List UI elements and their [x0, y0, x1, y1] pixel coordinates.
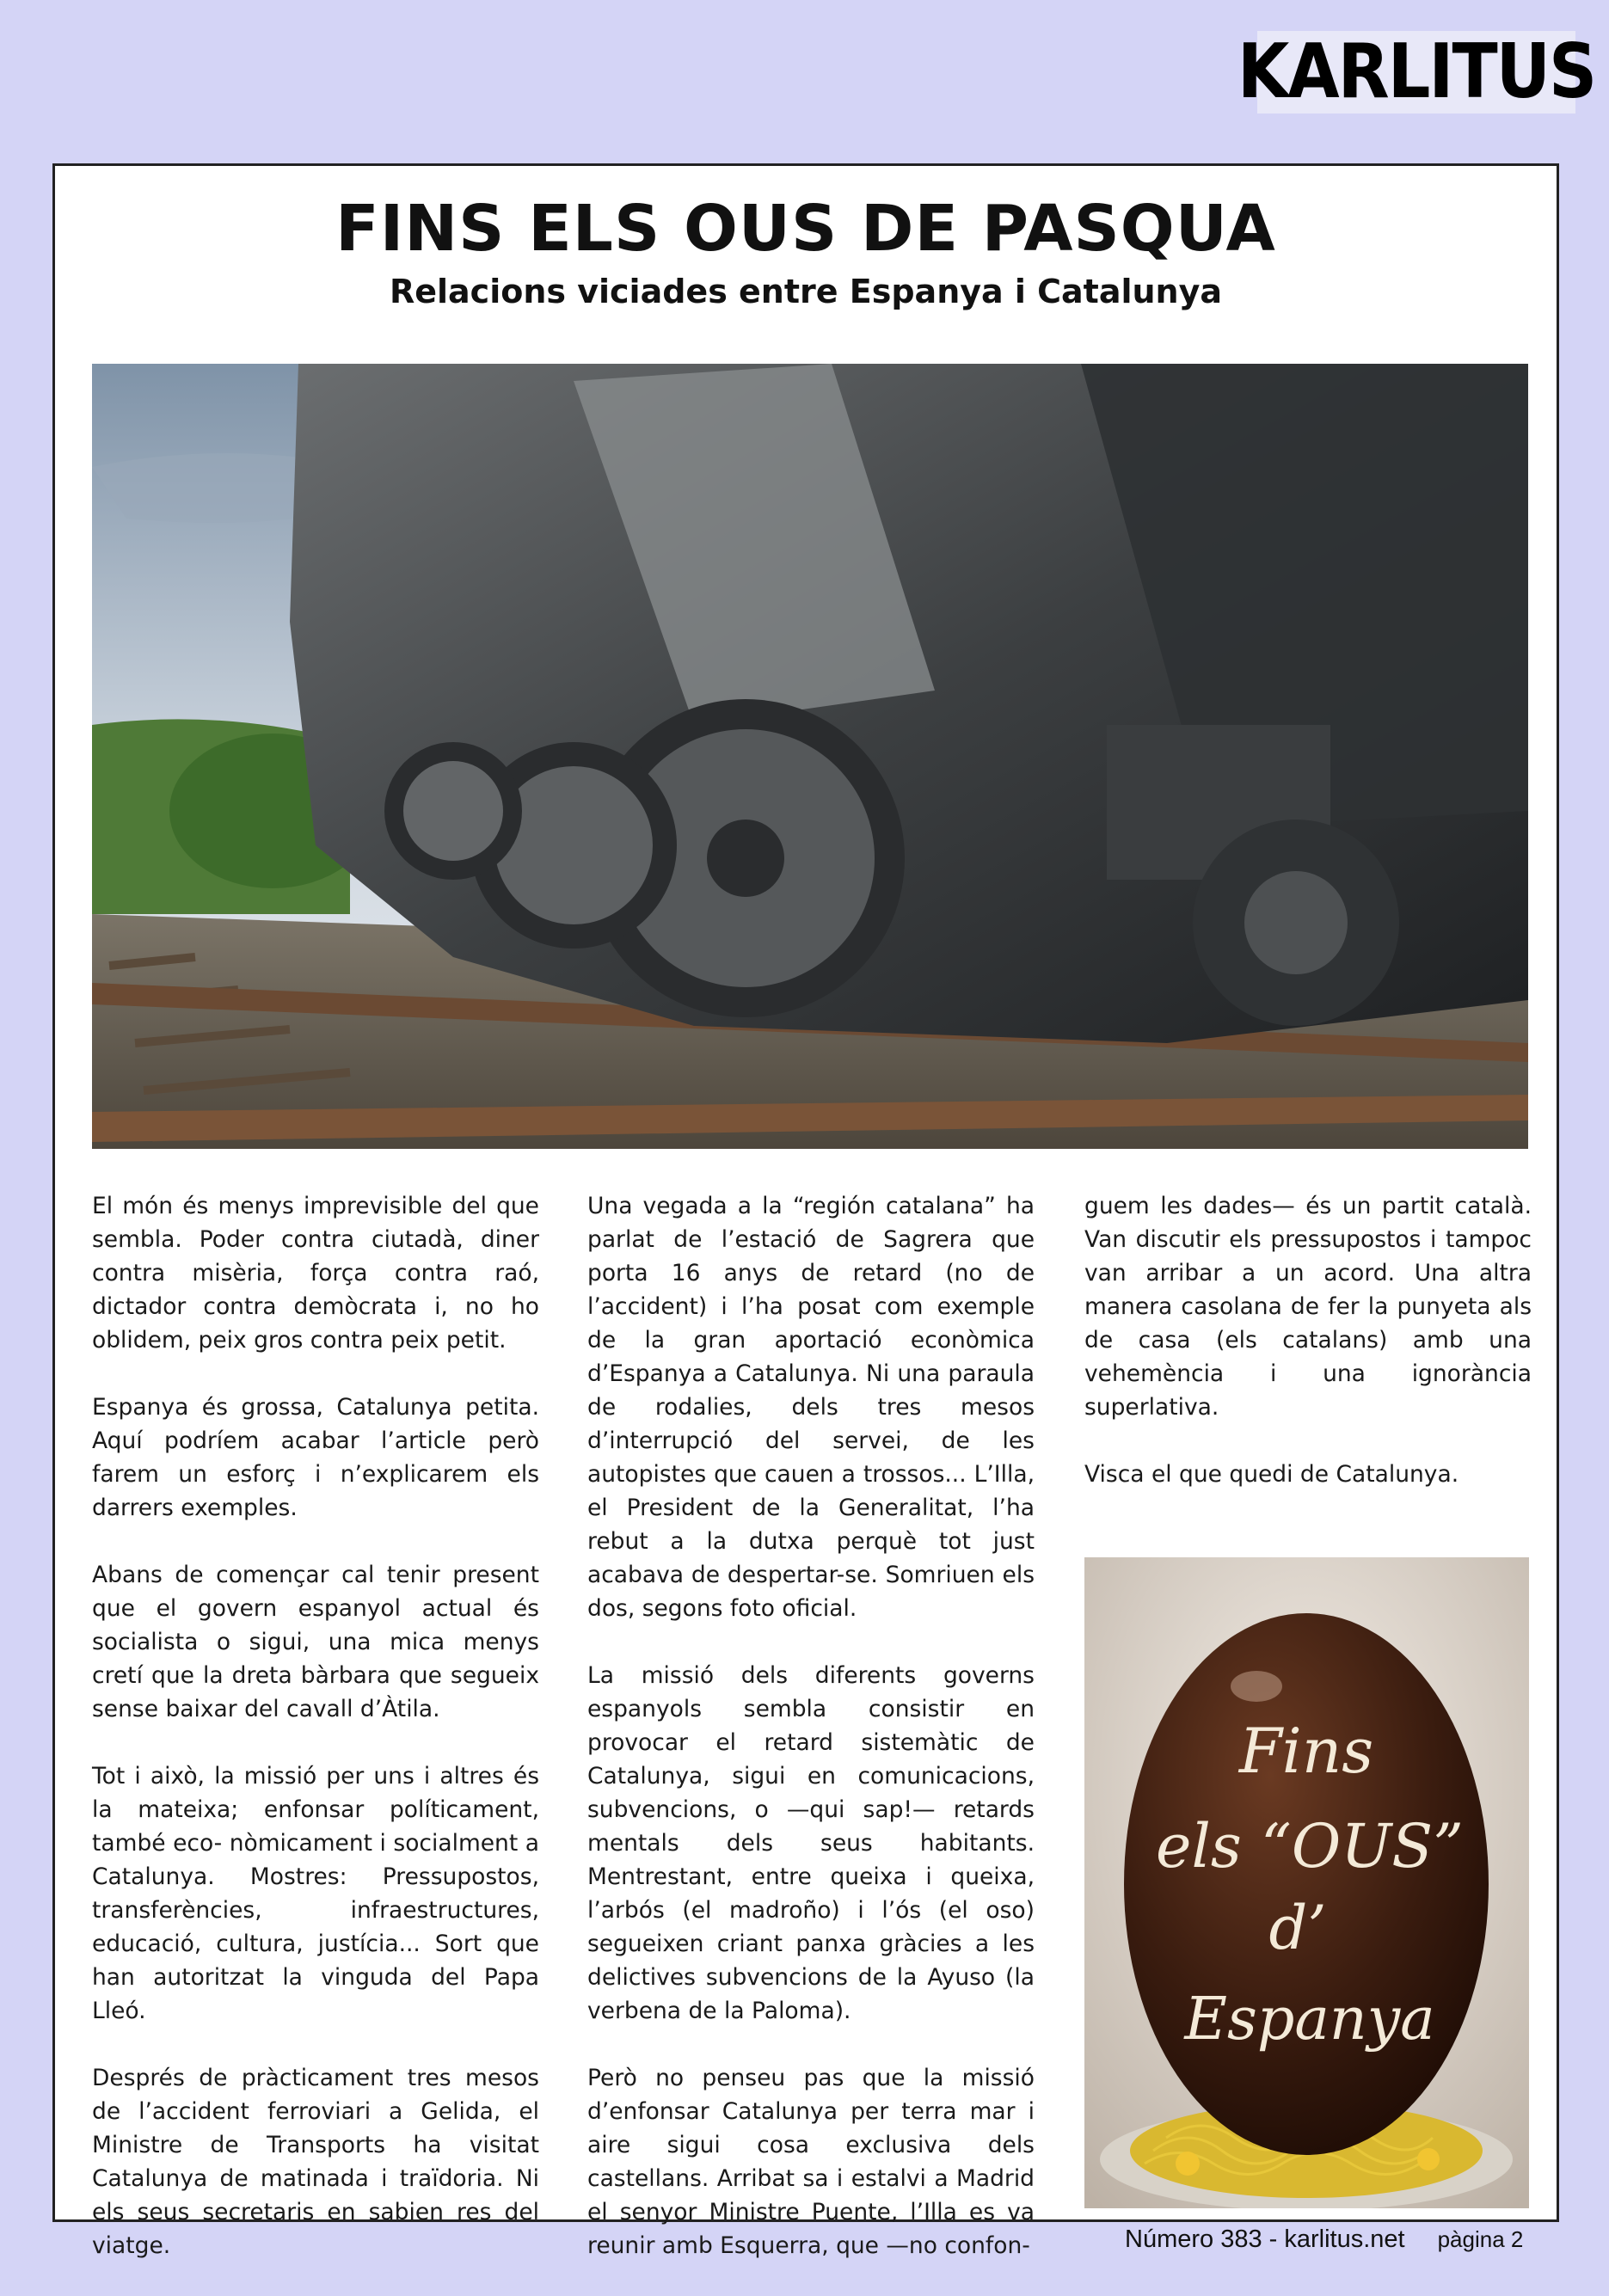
egg-text-line: Espanya: [1184, 1986, 1435, 2054]
egg-text-line: d’: [1268, 1893, 1327, 1963]
paragraph: Però no penseu pas que la missió d’enfonsar Catalunya per terra mar i aire sigui cosa exclusiva dels castellans. Arribat sa i estalvi a Madrid el senyor Ministre Puente, l’Illa es va reunir amb Esquerra, que —no confon-: [587, 2065, 1035, 2259]
masthead-logo: [1237, 28, 1596, 116]
egg-text-line: Fins: [1238, 1715, 1374, 1787]
page-footer: [1125, 2225, 1523, 2254]
paragraph: Després de pràcticament tres mesos de l’accident ferroviari a Gelida, el Ministre de Transports ha visitat Catalunya de matinada i traïdoria. Ni els seus secretaris en sabien res del viatge.: [92, 2065, 539, 2259]
hero-photo-train: [92, 364, 1528, 1149]
paragraph: guem les dades— és un partit català. Van discutir els pressupostos i tampoc van arribar a un acord. Una altra manera casolana de fer la punyeta als de casa (els catalans) amb una vehemència i una ignorància superlativa.: [1084, 1193, 1532, 1421]
text-column-3: [1084, 1189, 1532, 1525]
paragraph: Visca el que quedi de Catalunya.: [1084, 1461, 1459, 1488]
paragraph: El món és menys imprevisible del que sembla. Poder contra ciutadà, diner contra misèria, força contra raó, dictador contra demòcrata i, no ho oblidem, peix gros contra peix petit.: [92, 1193, 539, 1354]
egg-text-line: els “OUS”: [1156, 1811, 1464, 1882]
article-subtitle: Relacions viciades entre Espanya i Catalunya: [389, 273, 1223, 310]
issue-label: Número 383 - karlitus.net: [1125, 2225, 1405, 2253]
chocolate-egg-photo: [1084, 1557, 1529, 2208]
brand-name: KARLITUS: [1237, 28, 1596, 116]
paragraph: La missió dels diferents governs espanyols sembla consistir en provocar el retard sistemàtic de Catalunya, sigui en comunicacions, subvencions, o —qui sap!— retards mentals dels seus habitants. Mentrestant, entre queixa i queixa, l’arbós (el madroño) i l’ós (el oso) segueixen criant panxa gràcies a les delictives subvencions de la Ayuso (la verbena de la Paloma).: [587, 1662, 1035, 2024]
text-column-2: [587, 1189, 1035, 2296]
text-column-1: [92, 1189, 539, 2296]
article-title: FINS ELS OUS DE PASQUA: [335, 192, 1276, 266]
page-number: pàgina 2: [1437, 2226, 1524, 2252]
paragraph: Abans de començar cal tenir present que el govern espanyol actual és socialista o sigui, una mica menys cretí que la dreta bàrbara que segueix sense baixar del cavall d’Àtila.: [92, 1562, 539, 1722]
paragraph: Una vegada a la “región catalana” ha parlat de l’estació de Sagrera que porta 16 anys de retard (no de l’accident) i l’ha posat com exemple de la gran aportació econòmica d’Espanya a Catalunya. Ni una paraula de rodalies, dels tres mesos d’interrupció del servei, de les autopistes que cauen a trossos... L’Illa, el President de la Generalitat, l’ha rebut a la dutxa perquè tot just acabava de despertar-se. Somriuen els dos, segons foto oficial.: [587, 1193, 1035, 1622]
paragraph: Tot i això, la missió per uns i altres és la mateixa; enfonsar políticament, també eco- nòmicament i socialment a Catalunya. Mostres: Pressupostos, transferències, infraestructures, educació, cultura, justícia... Sort que han autoritzat la vinguda del Papa Lleó.: [92, 1763, 539, 2024]
paragraph: Espanya és grossa, Catalunya petita. Aquí podríem acabar l’article però farem un esforç i n’explicarem els darrers exemples.: [92, 1394, 539, 1521]
